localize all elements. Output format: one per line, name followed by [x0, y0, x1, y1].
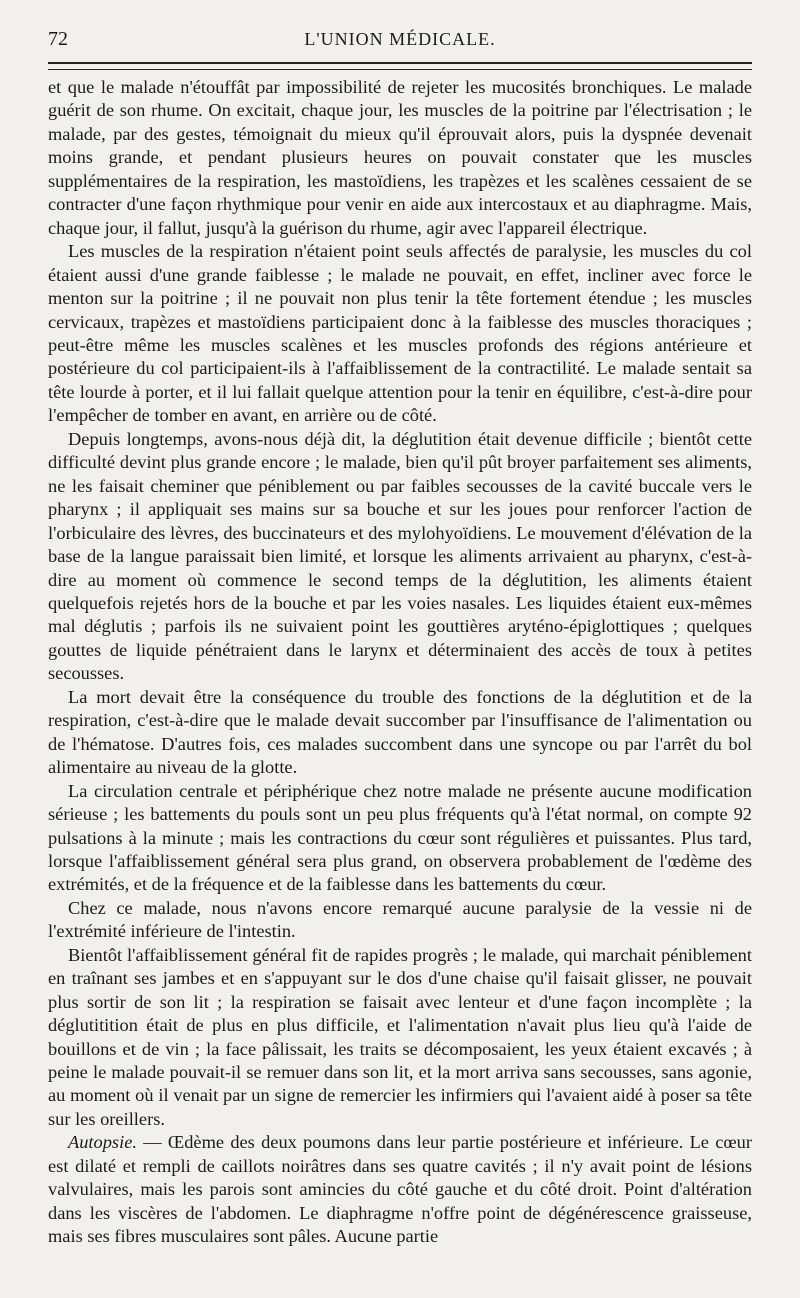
- autopsie-heading: Autopsie.: [68, 1132, 137, 1153]
- paragraph: Depuis longtemps, avons-nous déjà dit, la déglutition était devenue difficile ; bientôt cette difficulté devint plus grande encore ; le malade, bien qu'il pût broyer parfaitement ses aliments, ne les faisait cheminer que péniblement ou par faibles secousses de la cavité buccale vers le pharynx ; il appliquait ses mains sur sa bouche et sur les joues pour renforcer l'action de l'orbiculaire des lèvres, des buccinateurs et des mylohyoïdiens. Le mouvement d'élévation de la base de la langue paraissait bien limité, et lorsque les aliments arrivaient au pharynx, c'est-à-dire au moment où commence le second temps de la déglutition, les aliments étaient quelquefois rejetés hors de la bouche et par les voies nasales. Les liquides étaient eux-mêmes mal déglutis ; parfois ils ne suivaient point les gouttières aryténo-épiglottiques ; quelques gouttes de liquide pénétraient dans le larynx et déterminaient des accès de toux à petites secousses.: [48, 428, 752, 684]
- paragraph: Bientôt l'affaiblissement général fit de rapides progrès ; le malade, qui marchait péniblement en traînant ses jambes et en s'appuyant sur le dos d'une chaise qu'il faisait glisser, ne pouvait plus sortir de son lit ; la respiration se faisait avec lenteur et d'une façon incomplète ; la déglutitition était de plus en plus difficile, et l'alimentation n'avait plus lieu qu'à l'aide de bouillons et de vin ; la face pâlissait, les traits se décomposaient, les yeux étaient excavés ; à peine le malade pouvait-il se remuer dans son lit, et la mort arriva sans secousses, sans agonie, au moment où il venait par un signe de remercier les infirmiers qui l'avaient aidé à poser sa tête sur les oreillers.: [48, 944, 752, 1129]
- paragraph-autopsie: [48, 1131, 752, 1248]
- paragraph: La circulation centrale et périphérique chez notre malade ne présente aucune modification sérieuse ; les battements du pouls sont un peu plus fréquents qu'à l'état normal, on compte 92 pulsations à la minute ; mais les contractions du cœur sont régulières et puissantes. Plus tard, lorsque l'affaiblissement général sera plus grand, on observera probablement de l'œdème des extrémités, et de la fréquence et de la faiblesse dans les battements du cœur.: [48, 780, 752, 895]
- article-body: [48, 76, 752, 1249]
- paragraph: Les muscles de la respiration n'étaient point seuls affectés de paralysie, les muscles du col étaient aussi d'une grande faiblesse ; le malade ne pouvait, en effet, incliner avec force le menton sur la poitrine ; il ne pouvait non plus tenir la tête fortement étendue ; les muscles cervicaux, trapèzes et mastoïdiens participaient donc à la faiblesse des muscles thoraciques ; peut-être même les muscles scalènes et les muscles profonds des régions antérieure et postérieure du col participaient-ils à l'affaiblissement de la contractilité. Le malade sentait sa tête lourde à porter, et il lui fallait quelque attention pour la tenir en équilibre, c'est-à-dire pour l'empêcher de tomber en avant, en arrière ou de côté.: [48, 241, 752, 426]
- header-rule: [48, 62, 752, 70]
- page-header: [48, 22, 752, 56]
- page-number: 72: [48, 28, 68, 50]
- paragraph: La mort devait être la conséquence du trouble des fonctions de la déglutition et de la respiration, c'est-à-dire que le malade devait succomber par l'insuffisance de l'alimentation ou de l'hématose. D'autres fois, ces malades succombent dans une syncope ou par l'arrêt du bol alimentaire au niveau de la glotte.: [48, 686, 752, 778]
- paragraph-continuation: et que le malade n'étouffât par impossibilité de rejeter les mucosités bronchiques. Le malade guérit de son rhume. On excitait, chaque jour, les muscles de la poitrine par l'électrisation ; le malade, par des gestes, témoignait du mieux qu'il éprouvait alors, puis la dyspnée devenait moins grande, et pendant plusieurs heures on pouvait constater que les muscles supplémentaires de la respiration, les mastoïdiens, les trapèzes et les scalènes cessaient de se contracter d'une façon rhythmique pour venir en aide aux intercostaux et au diaphragme. Mais, chaque jour, il fallut, jusqu'à la guérison du rhume, agir avec l'appareil électrique.: [48, 77, 752, 238]
- paragraph: Chez ce malade, nous n'avons encore remarqué aucune paralysie de la vessie ni de l'extrémité inférieure de l'intestin.: [48, 897, 752, 942]
- running-title: L'UNION MÉDICALE.: [304, 28, 496, 49]
- autopsie-text: — Œdème des deux poumons dans leur partie postérieure et inférieure. Le cœur est dilaté et rempli de caillots noirâtres dans ses quatre cavités ; il n'y avait point de lésions valvulaires, mais les parois sont amincies du côté gauche et du côté droit. Point d'altération dans les viscères de l'abdomen. Le diaphragme n'offre point de dégénérescence graisseuse, mais ses fibres musculaires sont pâles. Aucune partie: [48, 1132, 752, 1247]
